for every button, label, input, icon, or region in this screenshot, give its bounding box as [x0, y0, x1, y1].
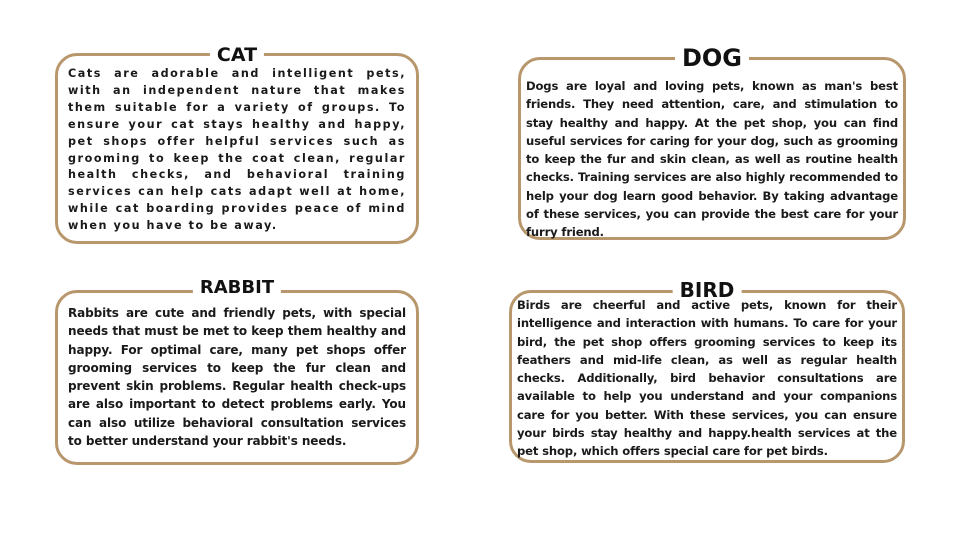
card-body-cat: Cats are adorable and intelligent pets, with an independent nature that makes them suitable for a variety of groups. To ensure your cat stays healthy and happy, pet shops offer helpful services such as grooming to keep the coat clean, regular health checks, and behavioral training services can help cats adapt well at home, while cat boarding provides peace of mind when you have to be away. — [68, 67, 406, 233]
card-cat — [55, 44, 419, 244]
card-title-bird: BIRD — [673, 280, 742, 300]
card-bird — [509, 278, 905, 463]
card-title-rabbit: RABBIT — [193, 279, 281, 297]
card-body-bird: Birds are cheerful and active pets, known for their intelligence and interaction with humans. To care for your bird, the pet shop offers grooming services to keep its feathers and mid-life clean, as well as regular health checks. Additionally, bird behavior consultations are available to help you understand and your companions care for you better. With these services, you can ensure your birds stay healthy and happy.health services at the pet shop, which offers special care for pet birds. — [517, 298, 897, 459]
card-body-dog: Dogs are loyal and loving pets, known as man's best friends. They need attention, care, and stimulation to stay healthy and happy. At the pet shop, you can find useful services for caring for your dog, such as grooming to keep the fur and skin clean, as well as routine health checks. Training services are also highly recommended to help your dog learn good behavior. By taking advantage of these services, you can provide the best care for your furry friend. — [526, 79, 898, 240]
card-title-cat: CAT — [210, 46, 264, 65]
card-dog — [518, 44, 906, 240]
card-body-rabbit: Rabbits are cute and friendly pets, with special needs that must be met to keep them healthy and happy. For optimal care, many pet shops offer grooming services to keep the fur clean and prevent skin problems. Regular health check-ups are also important to detect problems early. You can also utilize behavioral consultation services to better understand your rabbit's needs. — [68, 306, 406, 449]
card-title-dog: DOG — [675, 46, 749, 70]
card-rabbit — [55, 277, 419, 465]
